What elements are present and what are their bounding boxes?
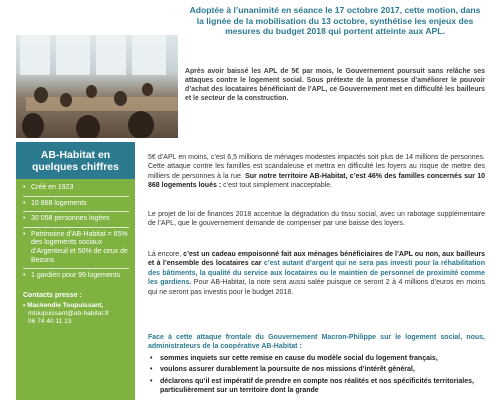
paragraph-poisoned-gift: Là encore, c’est un cadeau empoisonné fait aux ménages bénéficiaires de l’APL ou non, aux bailleurs et à l’ensemble des locataires car c’est autant d’argent qui ne sera pas investi pour la réhabilitation des bâtiments, la qualité du service aux locataires ou le maintien de personnel de proximité comme les gardiens. Pour AB-Habitat, la note sera aussi salée puisque ce seront 2 à 4 millions d’euros en moins qui ne seront pas investis pour le budget 2018. (148, 251, 485, 296)
press-contact-title: Contacts presse : (23, 291, 82, 299)
list-item: • sommes inquiets sur cette remise en cause du modèle social du logement français, (148, 354, 485, 363)
closing-list (148, 354, 485, 396)
paragraph-impact: 5€ d’APL en moins, c’est 6,5 millions de ménages modestes impactés soit plus de 14 millions de personnes. Cette attaque contre les familles est scandaleuse et mettra en difficulté les foyers au risque de mettre des milliers de personnes à la rue. Sur notre territoire AB-Habitat, c’est 46% des familles concernés sur 10 868 logements loués : c’est tout simplement inacceptable. (148, 154, 485, 190)
list-item: • 10 868 logements (23, 197, 129, 213)
key-figures-list (16, 179, 135, 284)
press-contact (16, 284, 135, 326)
key-figures-title: AB-Habitat en quelques chiffres (16, 142, 135, 179)
intro-paragraph: Après avoir baissé les APL de 5€ par mois, le Gouvernement poursuit sans relâche ses attaques contre le logement social. Sous prétexte de la promesse d’améliorer le pouvoir d’achat des locataires bénéficiant de l’APL, ce Gouvernement met en difficulté les bailleurs et le secteur de la construction. (185, 68, 485, 103)
closing-lead: Face à cette attaque frontale du Gouvernement Macron-Philippe sur le logement social, nous, administrateurs de la coopérative AB-Habitat : (148, 334, 485, 351)
list-item: • Créé en 1923 (23, 181, 129, 197)
meeting-photo (16, 35, 178, 138)
paragraph-impact-bold: Sur notre territoire AB-Habitat, c’est 46% des familles concernés sur 10 868 logements loués : (148, 172, 485, 190)
press-contact-name: • Mackendie Toupuissant, (23, 301, 104, 309)
list-item: • 1 gardien pour 99 logements (23, 269, 129, 284)
list-item: • voulons assurer durablement la poursuite de nos missions d’intérêt général, (148, 365, 485, 374)
list-item: • 30 058 personnes logées (23, 212, 129, 228)
paragraph-finance-law: Le projet de loi de finances 2018 accentue la dégradation du tissu social, avec un rabotage supplémentaire de l’APL, que le gouvernement demande de compenser par une baisse des loyers. (148, 211, 485, 228)
list-item: • Patrimoine d’AB-Habitat = 65% des logements sociaux d’Argenteuil et 50% de ceux de Bezons (23, 228, 129, 269)
list-item: • déclarons qu’il est impératif de prendre en compte nos réalités et nos spécificités territoriales, particulièrement sur un territoire dont la grande (148, 377, 485, 396)
key-figures-box (16, 142, 135, 400)
closing-section (148, 333, 485, 397)
press-contact-phone: 06 74 40 11 13 (28, 317, 72, 325)
headline: Adoptée à l’unanimité en séance le 17 octobre 2017, cette motion, dans la lignée de la mobilisation du 13 octobre, synthétise les enjeux des mesures du budget 2018 qui portent atteinte aux APL. (189, 5, 481, 36)
press-contact-email[interactable]: mtoupuissant@ab-habitat.fr (28, 309, 110, 317)
